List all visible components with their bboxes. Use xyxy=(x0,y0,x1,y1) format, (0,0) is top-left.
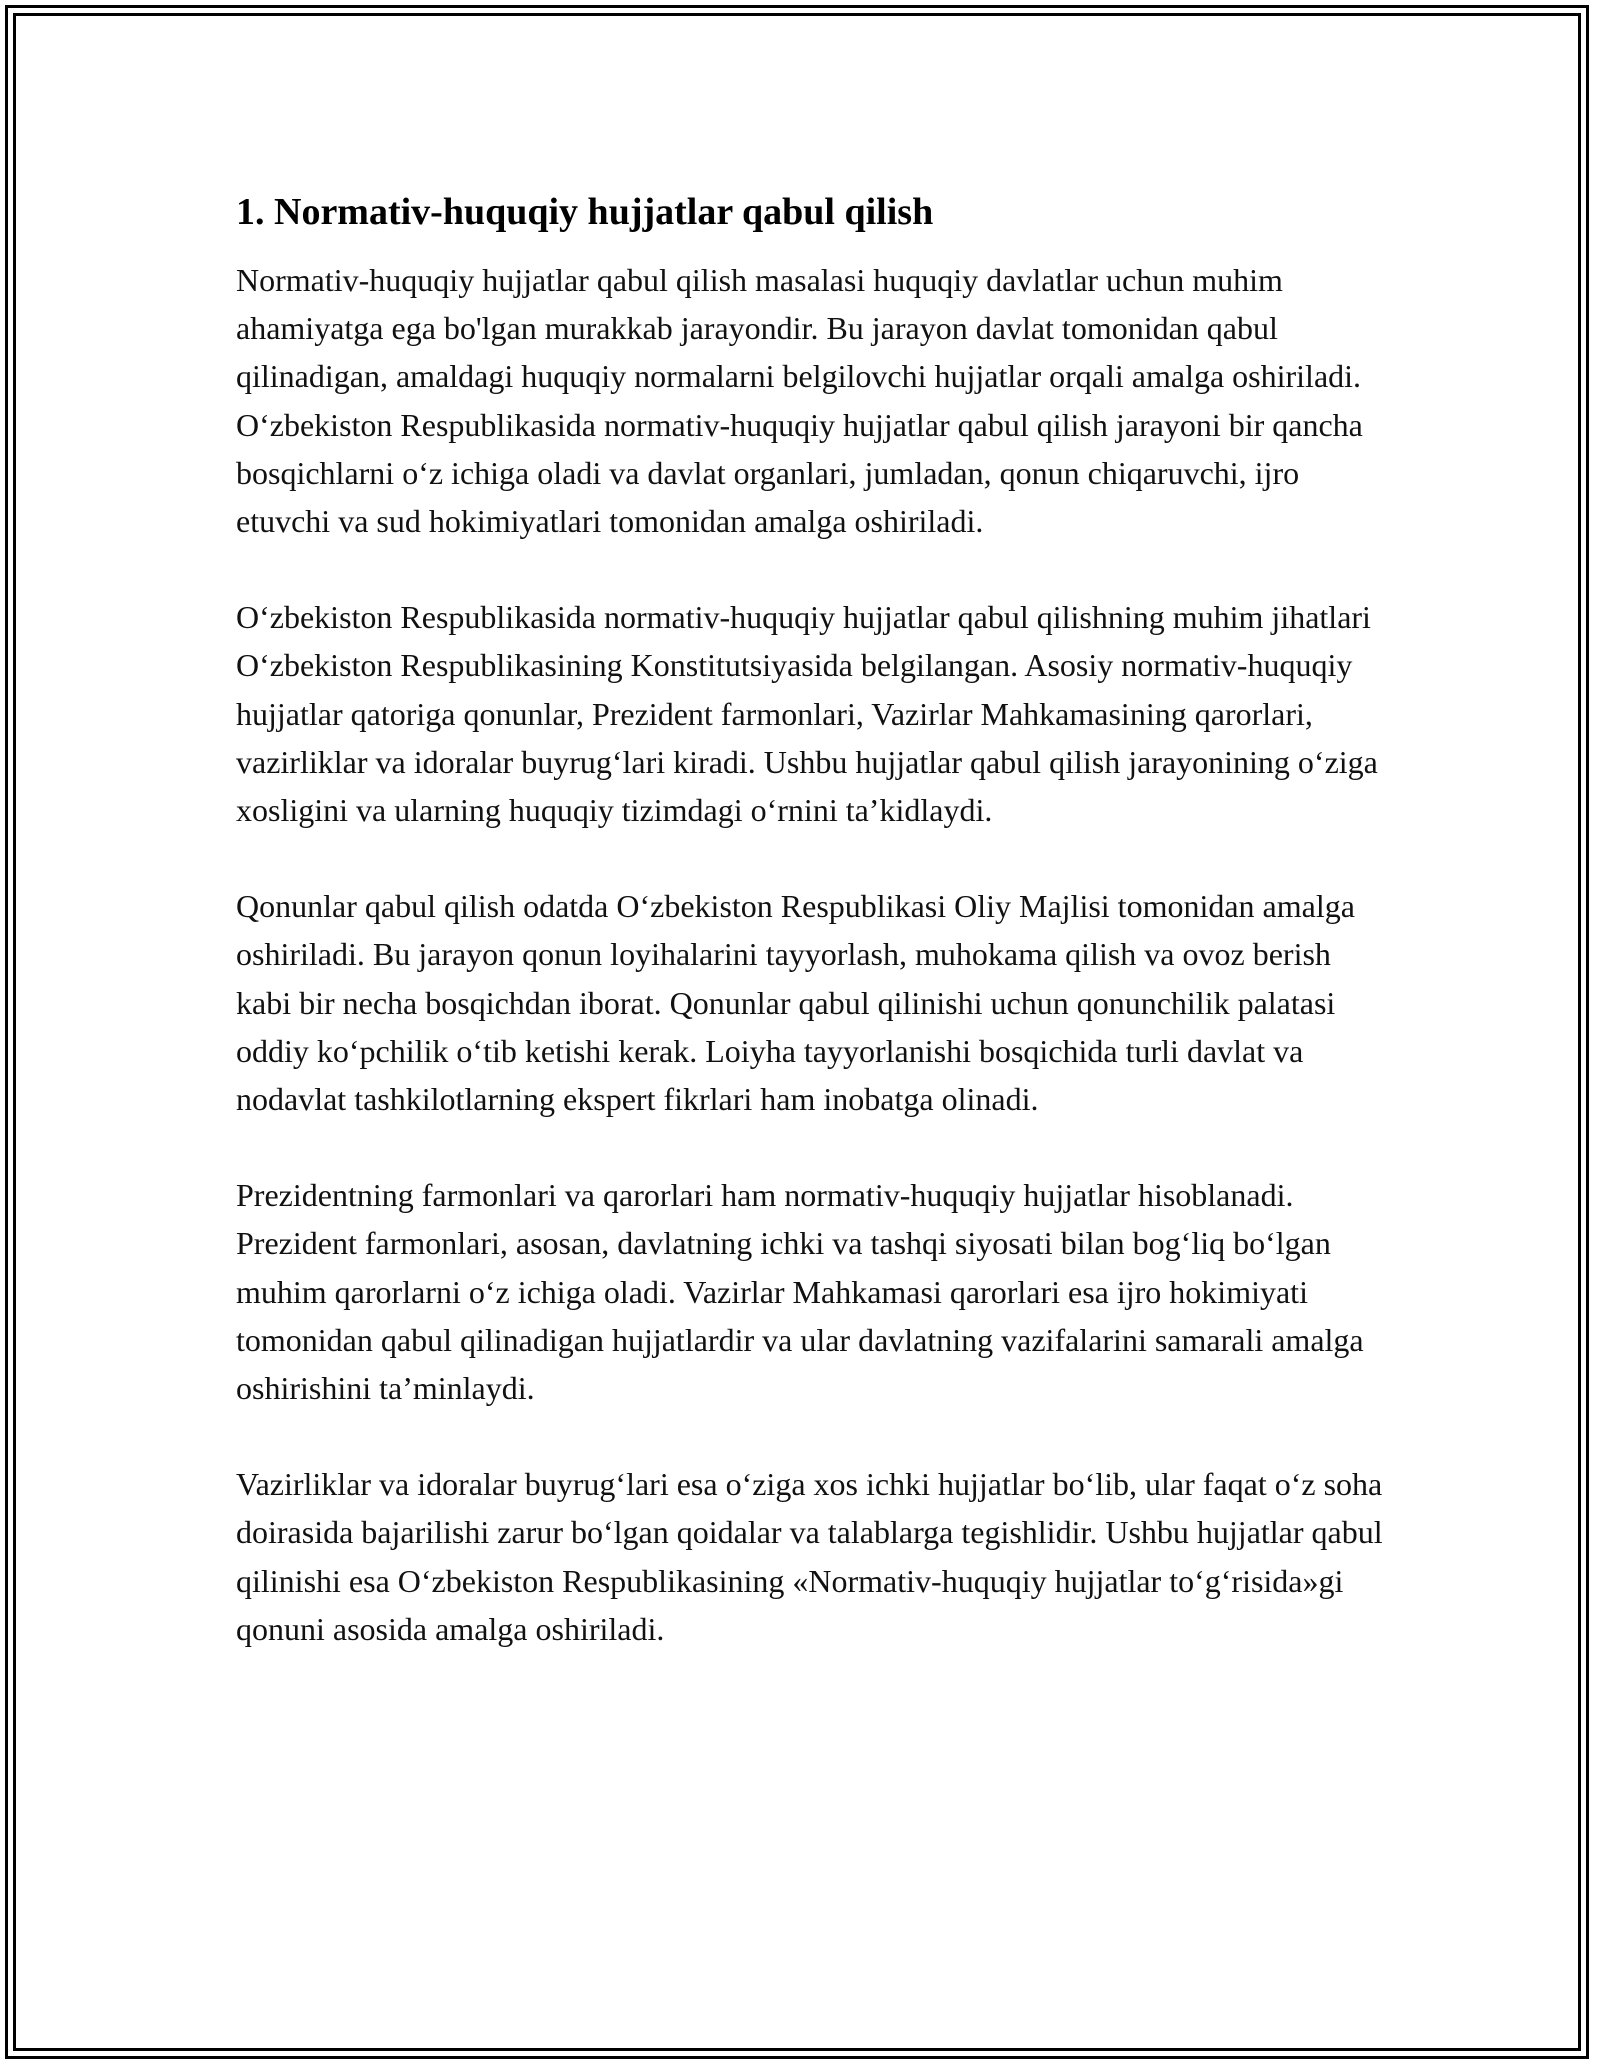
paragraph-ministry-orders: Vazirliklar va idoralar buyrug‘lari esa o‘ziga xos ichki hujjatlar bo‘lib, ular faqat o‘z soha doirasida bajarilishi zarur bo‘lgan qoidalar va talablarga tegishlidir. Ushbu hujjatlar qabul qilinishi esa O‘zbekiston Respublikasining «Normativ-huquqiy hujjatlar to‘g‘risida»gi qonuni asosida amalga oshiriladi. xyxy=(236,1466,1383,1647)
paragraph-intro: Normativ-huquqiy hujjatlar qabul qilish masalasi huquqiy davlatlar uchun muhim ahamiyatga ega bo'lgan murakkab jarayondir. Bu jarayon davlat tomonidan qabul qilinadigan, amaldagi huquqiy normalarni belgilovchi hujjatlar orqali amalga oshiriladi. O‘zbekiston Respublikasida normativ-huquqiy hujjatlar qabul qilish jarayoni bir qancha bosqichlarni o‘z ichiga oladi va davlat organlari, jumladan, qonun chiqaruvchi, ijro etuvchi va sud hokimiyatlari tomonidan amalga oshiriladi. xyxy=(236,262,1363,540)
paragraph-constitution: O‘zbekiston Respublikasida normativ-huquqiy hujjatlar qabul qilishning muhim jihatlari O‘zbekiston Respublikasining Konstitutsiyasida belgilangan. Asosiy normativ-huquqiy hujjatlar qatoriga qonunlar, Prezident farmonlari, Vazirlar Mahkamasining qarorlari, vazirliklar va idoralar buyrug‘lari kiradi. Ushbu hujjatlar qabul qilish jarayonining o‘ziga xosligini va ularning huquqiy tizimdagi o‘rnini ta’kidlaydi. xyxy=(236,599,1378,829)
document-body xyxy=(236,188,1386,1653)
paragraph-president-decrees: Prezidentning farmonlari va qarorlari ham normativ-huquqiy hujjatlar hisoblanadi. Prezident farmonlari, asosan, davlatning ichki va tashqi siyosati bilan bog‘liq bo‘lgan muhim qarorlarni o‘z ichiga oladi. Vazirlar Mahkamasi qarorlari esa ijro hokimiyati tomonidan qabul qilinadigan hujjatlardir va ular davlatning vazifalarini samarali amalga oshirishini ta’minlaydi. xyxy=(236,1177,1364,1407)
paragraph-laws: Qonunlar qabul qilish odatda O‘zbekiston Respublikasi Oliy Majlisi tomonidan amalga oshiriladi. Bu jarayon qonun loyihalarini tayyorlash, muhokama qilish va ovoz berish kabi bir necha bosqichdan iborat. Qonunlar qabul qilinishi uchun qonunchilik palatasi oddiy ko‘pchilik o‘tib ketishi kerak. Loiyha tayyorlanishi bosqichida turli davlat va nodavlat tashkilotlarning ekspert fikrlari ham inobatga olinadi. xyxy=(236,888,1355,1118)
document-title: 1. Normativ-huquqiy hujjatlar qabul qilish xyxy=(236,191,934,233)
